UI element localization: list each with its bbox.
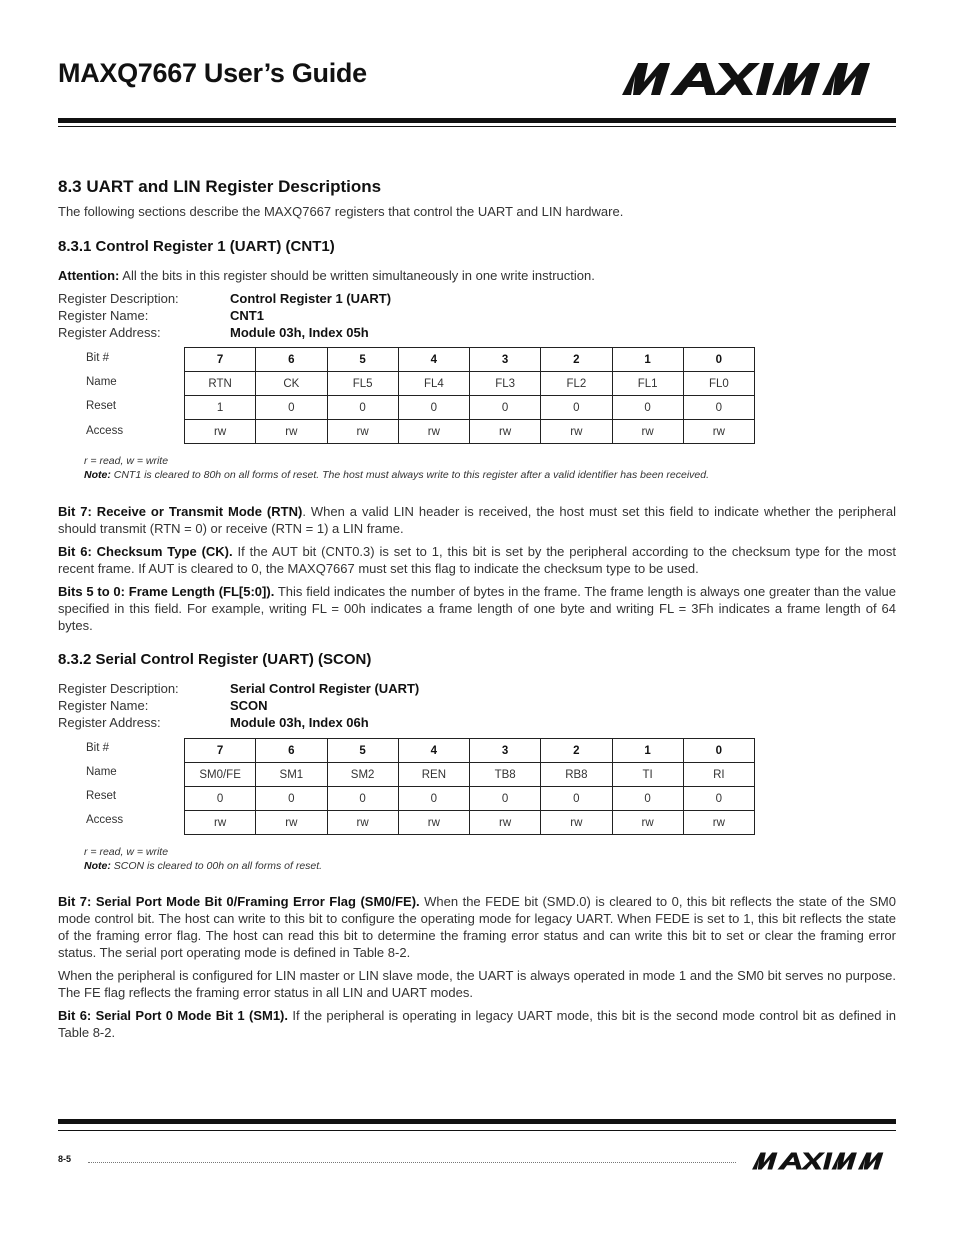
reset-value-cell: 0 (256, 396, 327, 420)
access-cell: rw (683, 420, 754, 444)
section-heading: 8.3 UART and LIN Register Descriptions (58, 177, 382, 196)
note-label: Note: (84, 860, 111, 872)
register-description-key: Register Description: (58, 291, 179, 306)
bit-number-cell: 7 (185, 348, 256, 372)
bit-name-cell: CK (256, 372, 327, 396)
access-cell: rw (470, 420, 541, 444)
reset-value-cell: 0 (398, 396, 469, 420)
register-row-bits (185, 348, 755, 372)
access-cell: rw (398, 811, 469, 835)
bit-number-cell: 1 (612, 348, 683, 372)
bit-text: If the peripheral is operating in legacy UART mode, this bit is the second mode control bit as defined in Table 8-2. (58, 1008, 897, 1040)
bit-name-cell: RB8 (541, 763, 612, 787)
footer-dotted-line (88, 1162, 736, 1163)
row-label-name: Name (86, 766, 117, 778)
bit-number-cell: 2 (541, 739, 612, 763)
register-row-access (185, 811, 755, 835)
access-cell: rw (470, 811, 541, 835)
attention-label: Attention: (58, 268, 120, 283)
scon-heading: 8.3.2 Serial Control Register (UART) (SCON) (58, 651, 372, 668)
reset-value-cell: 0 (612, 787, 683, 811)
bit-text: This field indicates the number of bytes in the frame. The frame length is always one greater than the value specified in this field. For example, writing FL = 00h indicates a frame length of one byte and writing FL = 3Fh indicates a frame length of 64 bytes. (58, 584, 896, 633)
cnt1-attention (58, 267, 896, 284)
header-rule-thick (58, 118, 896, 123)
register-description-key: Register Description: (58, 681, 179, 696)
register-name-value: SCON (230, 698, 268, 713)
bit-number-cell: 5 (327, 348, 398, 372)
header-rule-thin (58, 126, 896, 127)
bit-name-cell: FL1 (612, 372, 683, 396)
register-name-key: Register Name: (58, 698, 149, 713)
scon-bit6-desc (58, 1007, 896, 1041)
cnt1-bit7-desc (58, 503, 896, 537)
bit-number-cell: 4 (398, 739, 469, 763)
register-row-reset (185, 396, 755, 420)
access-cell: rw (256, 811, 327, 835)
bit-label: Bit 6: Serial Port 0 Mode Bit 1 (SM1). (58, 1008, 289, 1023)
bit-number-cell: 3 (470, 348, 541, 372)
bit-text: When the FEDE bit (SMD.0) is cleared to 0, this bit reflects the state of the SM0 mode control bit. The host can write to this bit to configure the operating mode for legacy UART. When FEDE is set to 1, this bit reflects the state of the framing error flag. The host can read this bit to determine the framing error status and can write this bit to set or clear the framing error status. The serial port operating mode is defined in Table 8-2. (58, 894, 896, 960)
row-label-access: Access (86, 814, 124, 826)
scon-bit7-desc (58, 893, 896, 961)
bit-number-cell: 7 (185, 739, 256, 763)
register-row-reset (185, 787, 755, 811)
access-cell: rw (185, 420, 256, 444)
row-label-reset: Reset (86, 790, 117, 802)
cnt1-note (84, 468, 709, 482)
access-cell: rw (612, 420, 683, 444)
bit-label: Bit 7: Serial Port Mode Bit 0/Framing Error Flag (SM0/FE). (58, 894, 420, 909)
scon-rw-legend: r = read, w = write (84, 846, 169, 858)
bit-number-cell: 6 (256, 348, 327, 372)
reset-value-cell: 0 (398, 787, 469, 811)
access-cell: rw (683, 811, 754, 835)
page-number: 8-5 (58, 1154, 72, 1164)
bit-label: Bit 6: Checksum Type (CK). (58, 544, 233, 559)
row-label-bit: Bit # (86, 352, 110, 364)
scon-register-table (184, 738, 755, 835)
register-description-value: Serial Control Register (UART) (230, 681, 420, 696)
register-address-value: Module 03h, Index 05h (230, 325, 369, 340)
access-cell: rw (256, 420, 327, 444)
reset-value-cell: 0 (327, 787, 398, 811)
bit-name-cell: FL0 (683, 372, 754, 396)
reset-value-cell: 0 (683, 787, 754, 811)
row-label-access: Access (86, 425, 124, 437)
access-cell: rw (327, 811, 398, 835)
register-name-value: CNT1 (230, 308, 264, 323)
reset-value-cell: 0 (470, 787, 541, 811)
footer-rule-thick (58, 1119, 896, 1124)
note-label: Note: (84, 469, 111, 481)
bit-number-cell: 6 (256, 739, 327, 763)
access-cell: rw (541, 420, 612, 444)
bit-number-cell: 0 (683, 348, 754, 372)
scon-note (84, 859, 322, 873)
register-name-key: Register Name: (58, 308, 149, 323)
bit-text: . When a valid LIN header is received, the host must set this field to indicate whether the peripheral should transmit (RTN = 0) or receive (RTN = 1) a LIN frame. (58, 504, 896, 536)
cnt1-heading: 8.3.1 Control Register 1 (UART) (CNT1) (58, 238, 335, 255)
bit-number-cell: 3 (470, 739, 541, 763)
bit-name-cell: SM1 (256, 763, 327, 787)
cnt1-bit6-desc (58, 543, 896, 577)
reset-value-cell: 0 (612, 396, 683, 420)
bit-name-cell: SM2 (327, 763, 398, 787)
bit-name-cell: TI (612, 763, 683, 787)
register-row-bits (185, 739, 755, 763)
cnt1-rw-legend: r = read, w = write (84, 455, 169, 467)
register-row-names (185, 372, 755, 396)
access-cell: rw (612, 811, 683, 835)
bit-number-cell: 4 (398, 348, 469, 372)
row-label-name: Name (86, 376, 117, 388)
scon-lin-desc: When the peripheral is configured for LIN master or LIN slave mode, the UART is always operated in mode 1 and the SM0 bit serves no purpose. The FE flag reflects the framing error status in all LIN and UART modes. (58, 968, 896, 1000)
access-cell: rw (327, 420, 398, 444)
attention-text: All the bits in this register should be written simultaneously in one write instruction. (119, 268, 595, 283)
maxim-logo (622, 62, 890, 96)
section-intro: The following sections describe the MAXQ7667 registers that control the UART and LIN hardware. (58, 204, 624, 219)
reset-value-cell: 0 (683, 396, 754, 420)
register-address-key: Register Address: (58, 325, 161, 340)
bit-label: Bit 7: Receive or Transmit Mode (RTN) (58, 504, 303, 519)
reset-value-cell: 0 (541, 396, 612, 420)
register-address-value: Module 03h, Index 06h (230, 715, 369, 730)
bit-name-cell: FL2 (541, 372, 612, 396)
bit-number-cell: 1 (612, 739, 683, 763)
reset-value-cell: 0 (185, 787, 256, 811)
access-cell: rw (185, 811, 256, 835)
bit-name-cell: FL4 (398, 372, 469, 396)
reset-value-cell: 0 (256, 787, 327, 811)
note-text: SCON is cleared to 00h on all forms of reset. (110, 860, 323, 872)
register-address-key: Register Address: (58, 715, 161, 730)
bit-number-cell: 5 (327, 739, 398, 763)
reset-value-cell: 0 (327, 396, 398, 420)
bit-number-cell: 2 (541, 348, 612, 372)
maxim-logo (752, 1152, 894, 1170)
row-label-reset: Reset (86, 400, 117, 412)
bit-name-cell: TB8 (470, 763, 541, 787)
document-title: MAXQ7667 User’s Guide (58, 58, 367, 88)
bit-name-cell: FL5 (327, 372, 398, 396)
bit-text: If the AUT bit (CNT0.3) is set to 1, this bit is set by the peripheral according to the checksum type for the most recent frame. If AUT is cleared to 0, the MAXQ7667 must set this flag to indicate the checksum type to be used. (58, 544, 896, 576)
bit-name-cell: RI (683, 763, 754, 787)
bit-number-cell: 0 (683, 739, 754, 763)
row-label-bit: Bit # (86, 742, 110, 754)
register-description-value: Control Register 1 (UART) (230, 291, 392, 306)
bit-label: Bits 5 to 0: Frame Length (FL[5:0]). (58, 584, 275, 599)
bit-name-cell: SM0/FE (185, 763, 256, 787)
reset-value-cell: 0 (541, 787, 612, 811)
bit-name-cell: REN (398, 763, 469, 787)
reset-value-cell: 1 (185, 396, 256, 420)
access-cell: rw (541, 811, 612, 835)
cnt1-bits50-desc (58, 583, 896, 634)
register-row-access (185, 420, 755, 444)
bit-name-cell: RTN (185, 372, 256, 396)
register-row-names (185, 763, 755, 787)
note-text: CNT1 is cleared to 80h on all forms of reset. The host must always write to this register after a valid identifier has been received. (110, 469, 710, 481)
scon-register-info (58, 680, 419, 731)
cnt1-register-table (184, 347, 755, 444)
reset-value-cell: 0 (470, 396, 541, 420)
footer-rule-thin (58, 1130, 896, 1131)
access-cell: rw (398, 420, 469, 444)
cnt1-register-info (58, 290, 391, 341)
bit-name-cell: FL3 (470, 372, 541, 396)
